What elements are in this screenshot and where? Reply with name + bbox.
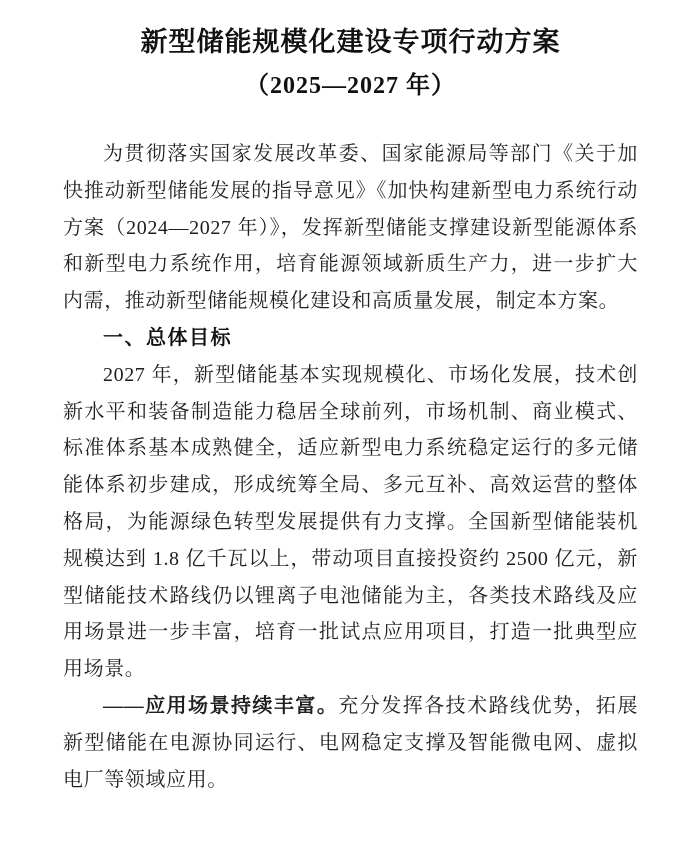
paragraph-application-scenarios	[63, 688, 638, 798]
section-heading-overall-goals: 一、总体目标	[103, 326, 232, 349]
paragraph-lead-emphasis: ——应用场景持续丰富。	[103, 694, 339, 717]
document-subtitle: （2025—2027 年）	[245, 73, 456, 99]
paragraph-goal-2027: 2027 年，新型储能基本实现规模化、市场化发展，技术创新水平和装备制造能力稳居全球前列，市场机制、商业模式、标准体系基本成熟健全，适应新型电力系统稳定运行的多元储能体系初步建成，形成统筹全局、多元互补、高效运营的整体格局，为能源绿色转型发展提供有力支撑。全国新型储能装机规模达到 1.8 亿千瓦以上，带动项目直接投资约 2500 亿元，新型储能技术路线仍以锂离子电池储能为主，各类技术路线及应用场景进一步丰富，培育一批试点应用项目，打造一批典型应用场景。	[63, 363, 638, 681]
paragraph-lead-body: 充分发挥各技术路线优势，拓展新型储能在电源协同运行、电网稳定支撑及智能微电网、虚拟电厂等领域应用。	[63, 694, 638, 791]
paragraph-intro: 为贯彻落实国家发展改革委、国家能源局等部门《关于加快推动新型储能发展的指导意见》《加快构建新型电力系统行动方案（2024—2027 年）》，发挥新型储能支撑建设新型能源体系和新型电力系统作用，培育能源领域新质生产力，进一步扩大内需，推动新型储能规模化建设和高质量发展，制定本方案。	[63, 143, 638, 313]
document-title: 新型储能规模化建设专项行动方案	[140, 27, 561, 57]
